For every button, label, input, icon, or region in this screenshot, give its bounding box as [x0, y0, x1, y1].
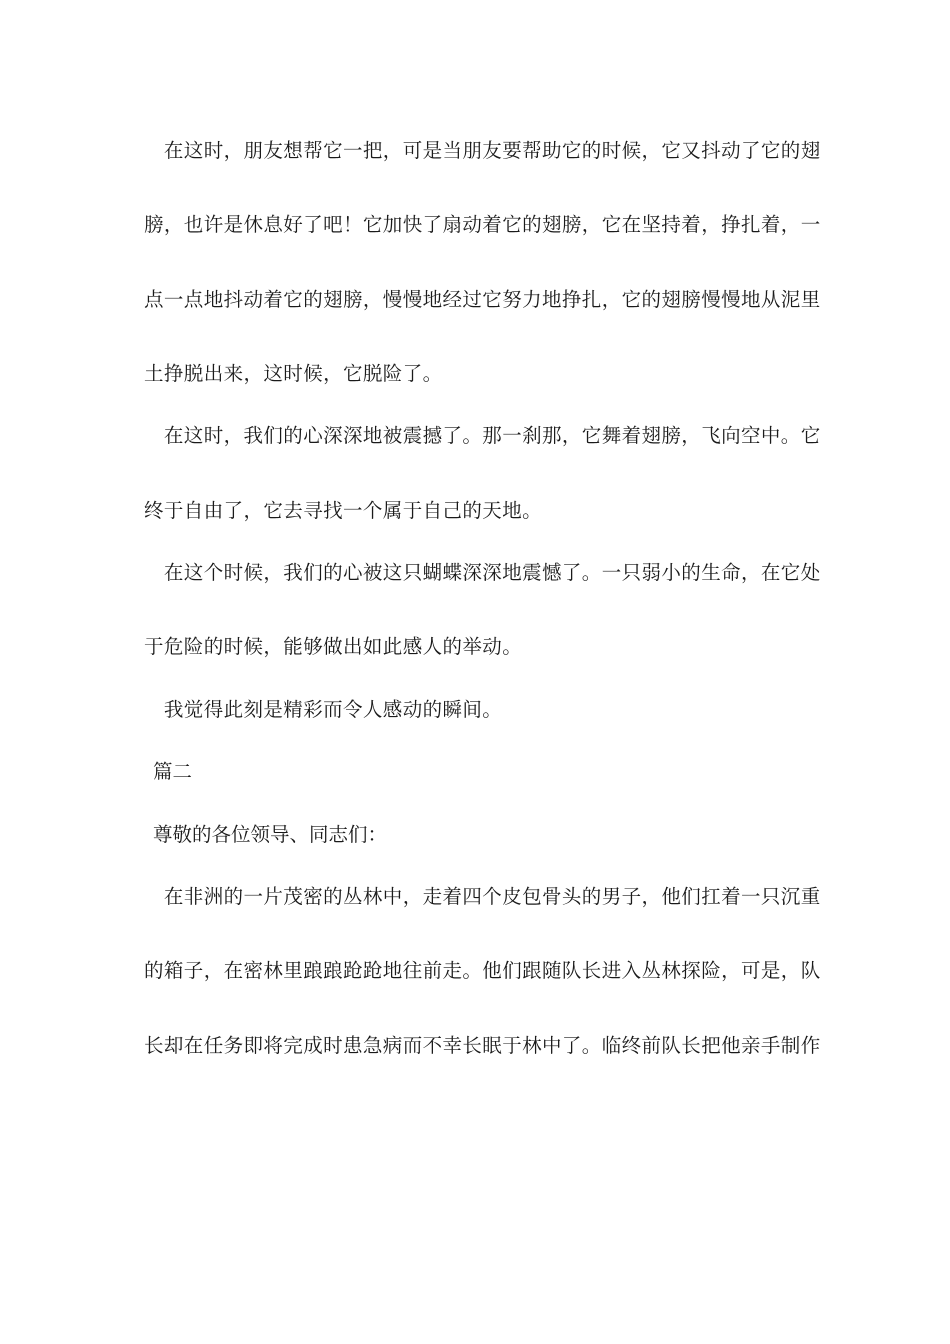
paragraph-line: 膀，也许是休息好了吧！它加快了扇动着它的翅膀，它在坚持着，挣扎着，一: [144, 213, 821, 236]
paragraph-line: 长却在任务即将完成时患急病而不幸长眠于林中了。临终前队长把他亲手制作: [144, 1034, 821, 1057]
paragraph-line: 于危险的时候，能够做出如此感人的举动。: [144, 635, 523, 658]
paragraph-line: 在这个时候，我们的心被这只蝴蝶深深地震憾了。一只弱小的生命，在它处: [144, 561, 821, 584]
paragraph-line: 在这时，我们的心深深地被震撼了。那一刹那，它舞着翅膀，飞向空中。它: [144, 424, 821, 447]
paragraph-line: 土挣脱出来，这时候，它脱险了。: [144, 362, 443, 385]
paragraph-line: 点一点地抖动着它的翅膀，慢慢地经过它努力地挣扎，它的翅膀慢慢地从泥里: [144, 288, 821, 311]
section-title: 篇二: [153, 760, 193, 783]
paragraph-line: 的箱子，在密林里踉踉跄跄地往前走。他们跟随队长进入丛林探险，可是，队: [144, 959, 821, 982]
paragraph-line: 在非洲的一片茂密的丛林中，走着四个皮包骨头的男子，他们扛着一只沉重: [144, 885, 821, 908]
paragraph-line: 终于自由了，它去寻找一个属于自己的天地。: [144, 499, 543, 522]
salutation: 尊敬的各位领导、同志们：: [153, 823, 388, 846]
paragraph-line: 在这时，朋友想帮它一把，可是当朋友要帮助它的时候，它又抖动了它的翅: [144, 139, 821, 162]
paragraph-line: 我觉得此刻是精彩而令人感动的瞬间。: [144, 698, 503, 721]
